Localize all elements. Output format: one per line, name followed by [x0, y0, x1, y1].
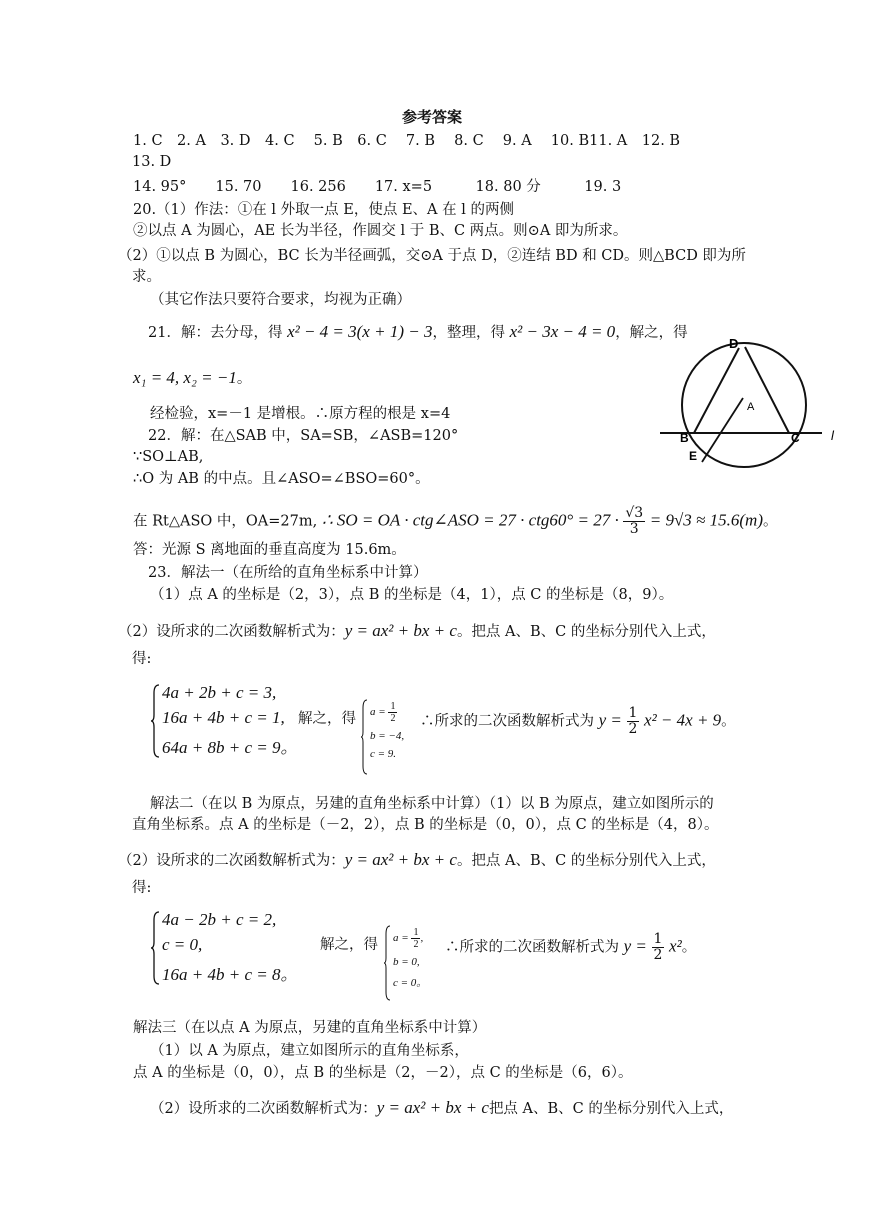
q23-m2-p3b: 。把点 A、B、C 的坐标分别代入上式， — [456, 853, 716, 869]
q23-m1-solution — [360, 698, 420, 776]
q21-check: 经检验，x=－1 是增根。∴原方程的根是 x=4 — [150, 406, 451, 422]
q23-m3-p3a: （2）设所求的二次函数解析式为： — [150, 1101, 377, 1117]
label-d: D — [729, 336, 739, 351]
label-l: l — [831, 428, 834, 443]
geometry-figure — [655, 336, 855, 476]
q23-m1-result — [420, 706, 736, 737]
q23-m2-sol-a — [393, 927, 423, 950]
q23-m1-p2b: 。把点 A、B、C 的坐标分别代入上式， — [456, 624, 716, 640]
brace-icon — [150, 683, 160, 759]
q21-tail: ，解之，得 — [615, 325, 688, 341]
q23-m2-p3 — [118, 850, 716, 871]
q21-eq2: x² − 3x − 4 = 0 — [509, 322, 616, 341]
q23-m1-sol-a — [370, 701, 397, 724]
q23-m2-solution — [383, 924, 443, 1002]
q23-m1-sol-c: c = 9. — [370, 748, 397, 760]
label-b: B — [680, 431, 689, 445]
q23-m1-sol-a-den: 2 — [390, 713, 396, 724]
q20-p3: （2）①以点 B 为圆心，BC 长为半径画弧，交⊙A 于点 D，②连结 BD 和 CD。则△BCD 即为所 — [118, 248, 746, 264]
q23-m1-eq-3: 64a + 8b + c = 9。 — [162, 738, 298, 757]
q23-m1-sol-a-frac — [388, 701, 397, 724]
q23-m2-sol-a-lhs: a = — [393, 932, 409, 945]
q23-m1-res-rhs: x² − 4x + 9 — [644, 710, 722, 730]
q20-p5: （其它作法只要符合要求，均视为正确） — [150, 292, 411, 308]
q23-m1-res-frac — [627, 706, 640, 737]
q22-answer: 答：光源 S 离地面的垂直高度为 15.6m。 — [133, 542, 406, 558]
q23-m2-result — [445, 932, 696, 963]
q23-m2-sol-a-num: 1 — [413, 927, 419, 938]
q23-m1-system — [150, 683, 300, 759]
q23-m2-res-frac — [652, 932, 665, 963]
q23-m3-p3-math: y = ax² + bx + c — [376, 1098, 489, 1117]
q23-m2-sol-a-den: 2 — [413, 939, 419, 950]
q22-p3: ∴O 为 AB 的中点。且∠ASO=∠BSO=60°。 — [133, 471, 430, 487]
q22-frac-num: √3 — [625, 505, 644, 521]
q22-p1: 22．解：在△SAB 中，SA=SB，∠ASB=120° — [148, 428, 459, 444]
circle-a — [682, 343, 806, 467]
q22-p4 — [133, 506, 777, 537]
q23-m2-p3a: （2）设所求的二次函数解析式为： — [118, 853, 345, 869]
q23-m1-de: 得: — [132, 651, 152, 667]
q23-m2-solve: 解之，得 — [320, 937, 378, 953]
q23-m2-eq-2: c = 0, — [162, 935, 203, 954]
q23-m2-res-rhs: x² — [669, 936, 682, 956]
q20-p4: 求。 — [132, 269, 161, 285]
q23-m2-res-lhs: y = — [623, 936, 647, 956]
q22-p4-math-a: ∴ SO = OA · ctg∠ASO = 27 · ctg60° = 27 · — [321, 510, 619, 530]
q23-m1-eq-1: 4a + 2b + c = 3, — [162, 683, 277, 702]
q22-frac-den: 3 — [629, 521, 639, 537]
q22-p2: ∵SO⊥AB, — [133, 449, 204, 465]
q23-m2-eq-3: 16a + 4b + c = 8。 — [162, 965, 298, 984]
brace-icon — [150, 910, 160, 986]
q23-m1-p2a: （2）设所求的二次函数解析式为： — [118, 624, 345, 640]
brace-icon — [383, 924, 391, 1002]
q21-roots-line — [133, 368, 251, 389]
q22-fraction — [623, 506, 645, 537]
q23-m1-res-text: ∴所求的二次函数解析式为 — [420, 713, 594, 730]
q21-line — [148, 322, 688, 343]
q23-m2-res-num: 1 — [653, 931, 663, 947]
label-c: C — [791, 431, 800, 445]
q23-m2-sol-c: c = 0。 — [393, 977, 428, 989]
q23-m2-de: 得: — [132, 880, 152, 896]
q23-m3-p3 — [150, 1098, 733, 1119]
q23-m2-system — [150, 910, 300, 986]
q23-m1-sol-a-num: 1 — [390, 701, 396, 712]
answers-line-1: 1. C 2. A 3. D 4. C 5. B 6. C 7. B 8. C 9. A 10. B11. A 12. B — [133, 133, 681, 149]
segment-cd — [745, 347, 789, 433]
q23-m1-sol-b: b = −4, — [370, 730, 405, 742]
q23-m2-p1: 解法二（在以 B 为原点，另建的直角坐标系中计算）（1）以 B 为原点，建立如图所示的 — [150, 796, 714, 812]
q23-m3-p1: （1）以 A 为原点，建立如图所示的直角坐标系， — [150, 1043, 469, 1059]
q23-m2-sol-a-end: , — [420, 932, 424, 945]
q23-m1-res-num: 1 — [628, 705, 638, 721]
q23-m2-eq-1: 4a − 2b + c = 2, — [162, 910, 277, 929]
label-e: E — [689, 449, 698, 463]
q23-m1-res-den: 2 — [628, 721, 638, 737]
q23-m1-eq-2: 16a + 4b + c = 1, — [162, 708, 285, 727]
brace-icon — [360, 698, 368, 776]
q23-m1-title: 23．解法一（在所给的直角坐标系中计算） — [148, 565, 428, 581]
q23-m1-p2 — [118, 621, 716, 642]
q23-m2-res-end: 。 — [681, 939, 697, 956]
q23-m3-p2: 点 A 的坐标是（0，0），点 B 的坐标是（2，－2），点 C 的坐标是（6，6）。 — [133, 1065, 633, 1081]
q20-p2: ②以点 A 为圆心，AE 长为半径，作圆交 l 于 B、C 两点。则⊙A 即为所求。 — [133, 223, 628, 239]
q23-m2-sol-b: b = 0, — [393, 956, 420, 968]
q21-intro: 21．解：去分母，得 — [148, 325, 283, 341]
q23-m1-res-end: 。 — [721, 713, 736, 730]
answers-line-3: 14. 95° 15. 70 16. 256 17. x=5 18. 80 分 19. 3 — [133, 179, 622, 195]
q22-p4-end: 。 — [762, 513, 778, 530]
q23-m3-p3b: 把点 A、B、C 的坐标分别代入上式， — [488, 1101, 734, 1117]
q23-m2-res-text: ∴所求的二次函数解析式为 — [445, 939, 619, 956]
q23-m1-sol-a-lhs: a = — [370, 706, 386, 719]
q20-p1: 20.（1）作法：①在 l 外取一点 E，使点 E、A 在 l 的两侧 — [133, 202, 514, 218]
q23-m1-solve: 解之，得 — [298, 711, 356, 727]
label-a: A — [747, 401, 755, 413]
q23-m2-p2: 直角坐标系。点 A 的坐标是（－2，2），点 B 的坐标是（0，0），点 C 的坐标是（4，8）。 — [132, 817, 719, 833]
q22-p4-math-b: = 9√3 ≈ 15.6(m) — [649, 510, 763, 530]
q23-m3-title: 解法三（在以点 A 为原点，另建的直角坐标系中计算） — [133, 1020, 487, 1036]
page-title: 参考答案 — [402, 108, 463, 126]
q21-roots: x₁ = 4, x₂ = −1 — [133, 368, 237, 387]
q23-m2-res-den: 2 — [653, 947, 663, 963]
q23-m2-p3-math: y = ax² + bx + c — [344, 850, 457, 869]
q21-roots-end: 。 — [236, 371, 252, 387]
q21-eq1: x² − 4 = 3(x + 1) − 3 — [287, 322, 433, 341]
q21-mid: ，整理，得 — [432, 325, 505, 341]
q23-m1-p1: （1）点 A 的坐标是（2，3），点 B 的坐标是（4，1），点 C 的坐标是（8，9）。 — [150, 587, 674, 603]
q23-m1-res-lhs: y = — [598, 710, 622, 730]
q23-m1-p2-math: y = ax² + bx + c — [344, 621, 457, 640]
answers-line-2: 13. D — [132, 154, 172, 170]
q22-p4-text: 在 Rt△ASO 中，OA=27m, — [133, 513, 318, 530]
